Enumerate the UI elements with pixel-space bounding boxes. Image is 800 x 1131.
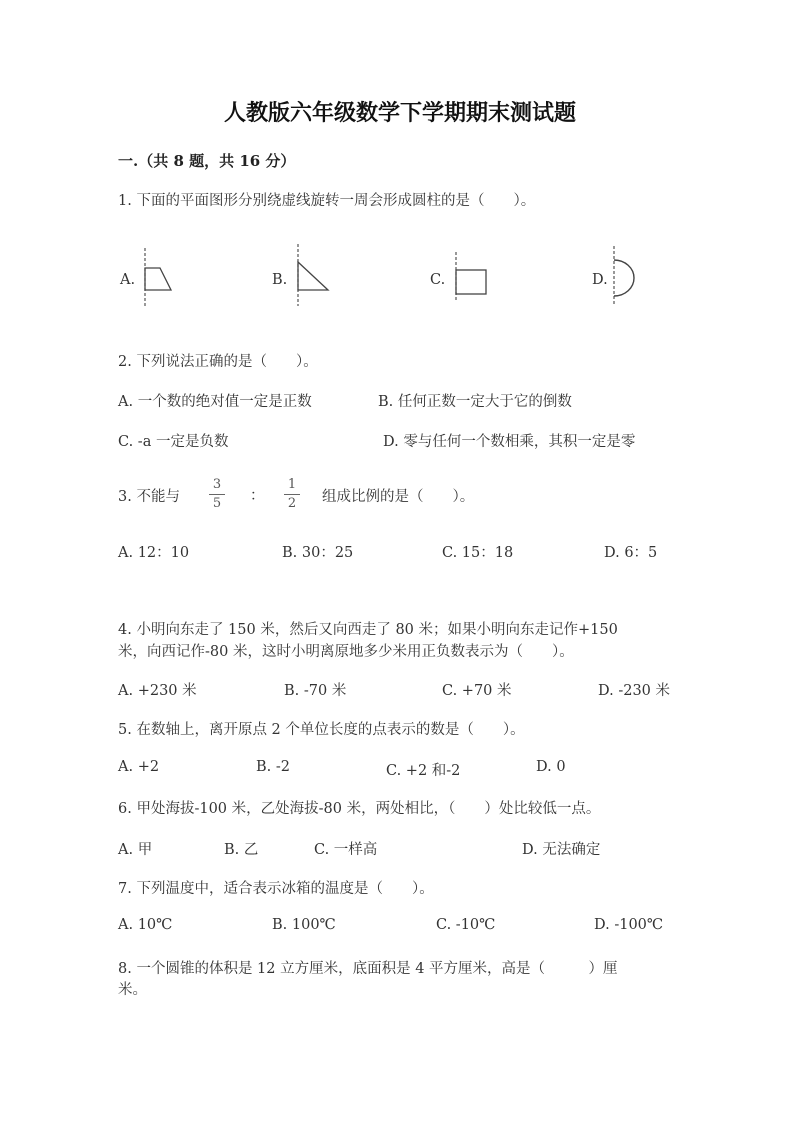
- fraction-denominator: 2: [287, 496, 297, 511]
- question-8-stem-line-2: 米。: [118, 982, 147, 998]
- q2-option-a: A. 一个数的绝对值一定是正数: [118, 394, 312, 410]
- question-3-stem-end: 组成比例的是（ ）。: [322, 489, 475, 505]
- fraction-numerator: 1: [287, 477, 297, 492]
- q7-option-c: C. -10℃: [436, 917, 496, 933]
- q2-option-c: C. -a 一定是负数: [118, 434, 229, 450]
- q4-option-b: B. -70 米: [284, 683, 347, 699]
- q3-option-b: B. 30：25: [282, 545, 354, 561]
- q1-option-d-label: D.: [592, 272, 608, 288]
- q6-option-c: C. 一样高: [314, 842, 378, 858]
- q1-figure-b-triangle: [290, 244, 334, 308]
- q2-option-b: B. 任何正数一定大于它的倒数: [378, 394, 572, 410]
- question-4-stem-line-2: 米，向西记作-80 米，这时小明离原地多少米用正负数表示为（ ）。: [118, 644, 574, 660]
- question-6-stem: 6. 甲处海拔-100 米，乙处海拔-80 米，两处相比，（ ）处比较低一点。: [118, 801, 601, 817]
- q6-option-d: D. 无法确定: [522, 842, 601, 858]
- fraction-numerator: 3: [212, 477, 222, 492]
- q1-option-c-label: C.: [430, 272, 446, 288]
- q3-option-a: A. 12：10: [118, 545, 190, 561]
- q2-option-d: D. 零与任何一个数相乘，其积一定是零: [383, 434, 636, 450]
- q7-option-d: D. -100℃: [594, 917, 664, 933]
- fraction-denominator: 5: [212, 496, 222, 511]
- q6-option-a: A. 甲: [118, 842, 153, 858]
- question-8-stem-line-1: 8. 一个圆锥的体积是 12 立方厘米，底面积是 4 平方厘米，高是（ ）厘: [118, 961, 618, 977]
- q4-option-a: A. +230 米: [118, 683, 197, 699]
- q3-option-d: D. 6：5: [604, 545, 658, 561]
- q7-option-b: B. 100℃: [272, 917, 336, 933]
- q5-option-c: C. +2 和-2: [386, 763, 461, 779]
- q1-figure-d-semicircle: [608, 246, 638, 308]
- q3-fraction-one-half: [284, 477, 300, 512]
- q1-option-b-label: B.: [272, 272, 288, 288]
- question-2-stem: 2. 下列说法正确的是（ ）。: [118, 354, 318, 370]
- q1-option-a-label: A.: [120, 272, 136, 288]
- q1-figure-a-trapezoid: [138, 248, 178, 308]
- q4-option-c: C. +70 米: [442, 683, 512, 699]
- section-heading: 一.（共 8 题，共 16 分）: [118, 152, 296, 170]
- q5-option-b: B. -2: [256, 759, 290, 775]
- q3-fraction-three-fifths: [209, 477, 225, 512]
- q7-option-a: A. 10℃: [118, 917, 173, 933]
- question-3-stem-start: 3. 不能与: [118, 489, 180, 505]
- q6-option-b: B. 乙: [224, 842, 259, 858]
- q5-option-a: A. +2: [118, 759, 160, 775]
- q3-ratio-colon: ：: [250, 488, 265, 504]
- question-7-stem: 7. 下列温度中，适合表示冰箱的温度是（ ）。: [118, 881, 434, 897]
- fraction-bar: [284, 494, 300, 495]
- q5-option-d: D. 0: [536, 759, 566, 775]
- question-4-stem-line-1: 4. 小明向东走了 150 米，然后又向西走了 80 米；如果小明向东走记作+150: [118, 622, 618, 638]
- question-1-stem: 1. 下面的平面图形分别绕虚线旋转一周会形成圆柱的是（ ）。: [118, 193, 536, 209]
- page-title: 人教版六年级数学下学期期末测试题: [223, 100, 576, 126]
- q3-option-c: C. 15：18: [442, 545, 514, 561]
- question-5-stem: 5. 在数轴上，离开原点 2 个单位长度的点表示的数是（ ）。: [118, 722, 525, 738]
- q4-option-d: D. -230 米: [598, 683, 671, 699]
- q1-figure-c-rectangle: [450, 252, 490, 304]
- fraction-bar: [209, 494, 225, 495]
